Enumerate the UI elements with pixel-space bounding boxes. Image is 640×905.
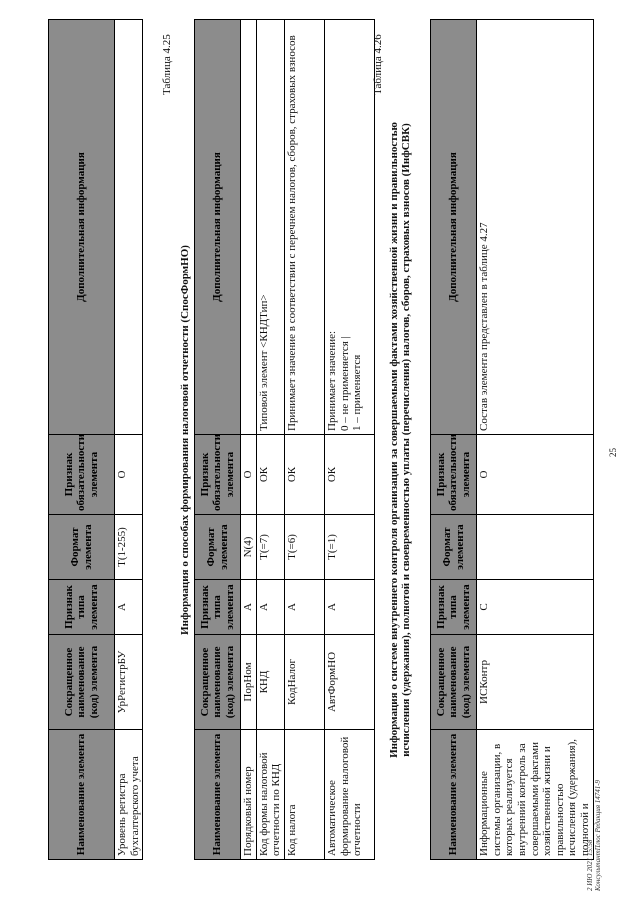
- header-short: Сокращенное наименование (код) элемента: [195, 635, 241, 730]
- table-4-26: [430, 19, 594, 860]
- registration-stamp: 2 ИЮ 2021 15:58 КонсультантПлюс Редакция 14741-9: [586, 779, 603, 891]
- cell-obligatory: О: [241, 435, 257, 515]
- header-type: Признак типа элемента: [49, 580, 115, 635]
- cell-obligatory: О: [115, 435, 143, 515]
- table-row: [241, 20, 257, 860]
- cell-name: Код формы налоговой отчетности по КНД: [256, 730, 284, 860]
- cell-name: Уровень регистра бухгалтерского учета: [115, 730, 143, 860]
- table-header-row: [431, 20, 477, 860]
- cell-format: T(1-255): [115, 515, 143, 580]
- header-format: Формат элемента: [49, 515, 115, 580]
- table-caption-4-25: Таблица 4.25: [161, 34, 173, 95]
- cell-short: КодНалог: [284, 635, 324, 730]
- cell-obligatory: ОК: [284, 435, 324, 515]
- cell-format: T(=6): [284, 515, 324, 580]
- header-format: Формат элемента: [431, 515, 477, 580]
- table-row: [115, 20, 143, 860]
- cell-obligatory: ОК: [256, 435, 284, 515]
- table-title-4-25: Информация о способах формирования налоговой отчетности (СпосФормНО): [179, 245, 191, 635]
- table-4-25: [194, 19, 375, 860]
- cell-type: А: [324, 580, 374, 635]
- table-header-row: [49, 20, 115, 860]
- table-row: [324, 20, 374, 860]
- cell-short: ИСКонтр: [477, 635, 594, 730]
- table-row: [284, 20, 324, 860]
- header-format: Формат элемента: [195, 515, 241, 580]
- header-extra: Дополнительная информация: [49, 20, 115, 435]
- table-title-4-26: Информация о системе внутреннего контроля организации за совершаемыми фактами хозяйственной жизни и правильностью исчисления (удержания), полнотой и своевременностью уплаты (перечисления) налогов, сборов, страховых взносов (ИнфСВК): [388, 122, 412, 758]
- cell-format: T(=1): [324, 515, 374, 580]
- cell-type: С: [477, 580, 594, 635]
- cell-extra: Принимает значение в соответствии с перечнем налогов, сборов, страховых взносов: [284, 20, 324, 435]
- header-name: Наименование элемента: [49, 730, 115, 860]
- header-obligatory: Признак обязательности элемента: [431, 435, 477, 515]
- cell-name: Код налога: [284, 730, 324, 860]
- cell-short: КНД: [256, 635, 284, 730]
- table-row: [256, 20, 284, 860]
- header-type: Признак типа элемента: [431, 580, 477, 635]
- cell-short: АвтФормНО: [324, 635, 374, 730]
- cell-type: А: [241, 580, 257, 635]
- cell-extra: [115, 20, 143, 435]
- cell-format: N(4): [241, 515, 257, 580]
- header-obligatory: Признак обязательности элемента: [49, 435, 115, 515]
- cell-type: А: [115, 580, 143, 635]
- cell-extra: Типовой элемент <КНДТип>: [256, 20, 284, 435]
- cell-name: Информационные системы организации, в которых реализуется внутренний контроль за совершаемыми фактами хозяйственной жизни и правильностью исчисления (удержания), полнотой и: [477, 730, 594, 860]
- table-header-row: [195, 20, 241, 860]
- cell-obligatory: ОК: [324, 435, 374, 515]
- cell-extra: Состав элемента представлен в таблице 4.27: [477, 20, 594, 435]
- cell-extra: Принимает значение: 0 – не применяется | 1 – применяется: [324, 20, 374, 435]
- header-short: Сокращенное наименование (код) элемента: [431, 635, 477, 730]
- header-name: Наименование элемента: [195, 730, 241, 860]
- cell-short: ПорНом: [241, 635, 257, 730]
- cell-format: [477, 515, 594, 580]
- page-number: 25: [608, 448, 618, 457]
- cell-obligatory: О: [477, 435, 594, 515]
- cell-extra: [241, 20, 257, 435]
- header-name: Наименование элемента: [431, 730, 477, 860]
- cell-type: А: [284, 580, 324, 635]
- table-row: [477, 20, 594, 860]
- header-extra: Дополнительная информация: [195, 20, 241, 435]
- header-type: Признак типа элемента: [195, 580, 241, 635]
- cell-short: УрРегистрБУ: [115, 635, 143, 730]
- table-element-level: [48, 19, 143, 860]
- cell-type: А: [256, 580, 284, 635]
- cell-name: Автоматическое формирование налоговой отчетности: [324, 730, 374, 860]
- cell-name: Порядковый номер: [241, 730, 257, 860]
- table-caption-4-26: Таблица 4.26: [372, 34, 384, 95]
- cell-format: T(=7): [256, 515, 284, 580]
- header-short: Сокращенное наименование (код) элемента: [49, 635, 115, 730]
- header-extra: Дополнительная информация: [431, 20, 477, 435]
- header-obligatory: Признак обязательности элемента: [195, 435, 241, 515]
